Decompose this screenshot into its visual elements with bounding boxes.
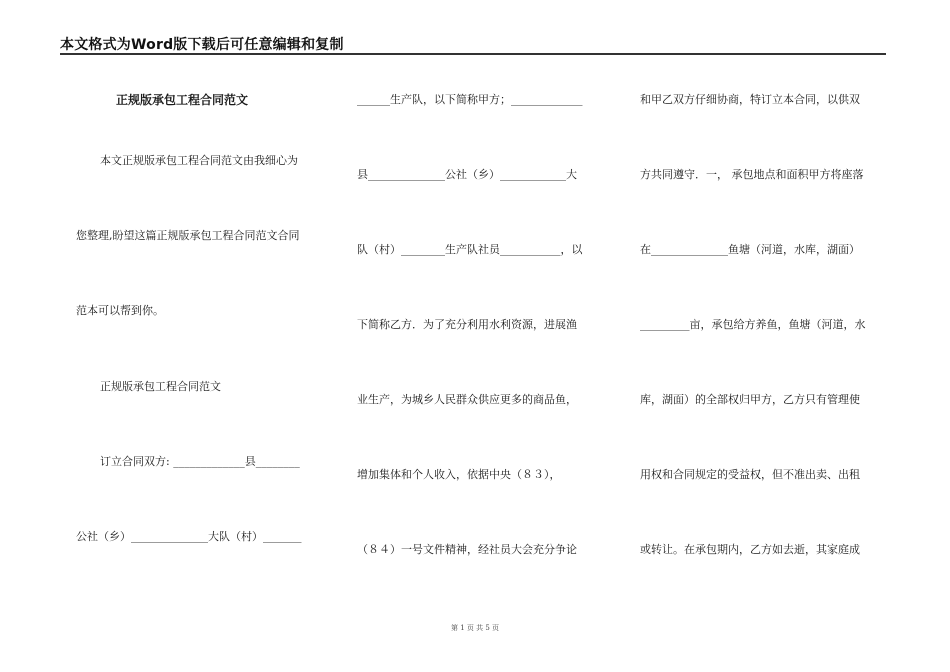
paragraph-line: （８４）一号文件精神，经社员大会充分争论 [357, 543, 577, 556]
paragraph-line: 方共同遵守．一， 承包地点和面积甲方将座落 [640, 168, 864, 181]
paragraph-line: 用权和合同规定的受益权，但不准出卖、出租 [640, 468, 860, 481]
paragraph-line: 范本可以帮到你。 [76, 304, 164, 317]
paragraph-line: 和甲乙双方仔细协商，特订立本合同，以供双 [640, 93, 860, 106]
text-column-3 [640, 0, 888, 672]
document-header-title: 本文格式为Word版下载后可任意编辑和复制 [60, 37, 344, 53]
paragraph-line: 在______________鱼塘（河道，水库，湖面） [640, 243, 860, 256]
page-number-footer: 第 1 页 共 5 页 [450, 624, 500, 632]
paragraph-line: 库，湖面）的全部权归甲方，乙方只有管理使 [640, 393, 860, 406]
text-column-1 [76, 0, 326, 672]
paragraph-line: 增加集体和个人收入，依据中央（８３）， [357, 468, 561, 481]
paragraph-line: 订立合同双方: _____________县________ [100, 455, 300, 468]
section-heading: 正规版承包工程合同范文 [100, 380, 221, 393]
paragraph-line: 本文正规版承包工程合同范文由我细心为 [100, 154, 298, 167]
paragraph-line: 下简称乙方．为了充分利用水利资源，进展渔 [357, 318, 577, 331]
text-column-2 [357, 0, 609, 672]
paragraph-line: 业生产，为城乡人民群众供应更多的商品鱼， [357, 393, 577, 406]
paragraph-line: 队（村）________生产队社员___________，以 [357, 243, 583, 256]
paragraph-line: 或转让。在承包期内，乙方如去逝，其家庭成 [640, 543, 860, 556]
paragraph-line: 公社（乡）______________大队（村）_______ [76, 530, 302, 543]
paragraph-line: 您整理,盼望这篇正规版承包工程合同范文合同 [76, 229, 300, 242]
paragraph-line: 县______________公社（乡）____________大 [357, 168, 577, 181]
paragraph-line: ______生产队，以下简称甲方；_____________ [357, 93, 583, 106]
paragraph-line: _________亩，承包给方养鱼，鱼塘（河道，水 [640, 318, 866, 331]
document-title: 正规版承包工程合同范文 [116, 93, 249, 107]
